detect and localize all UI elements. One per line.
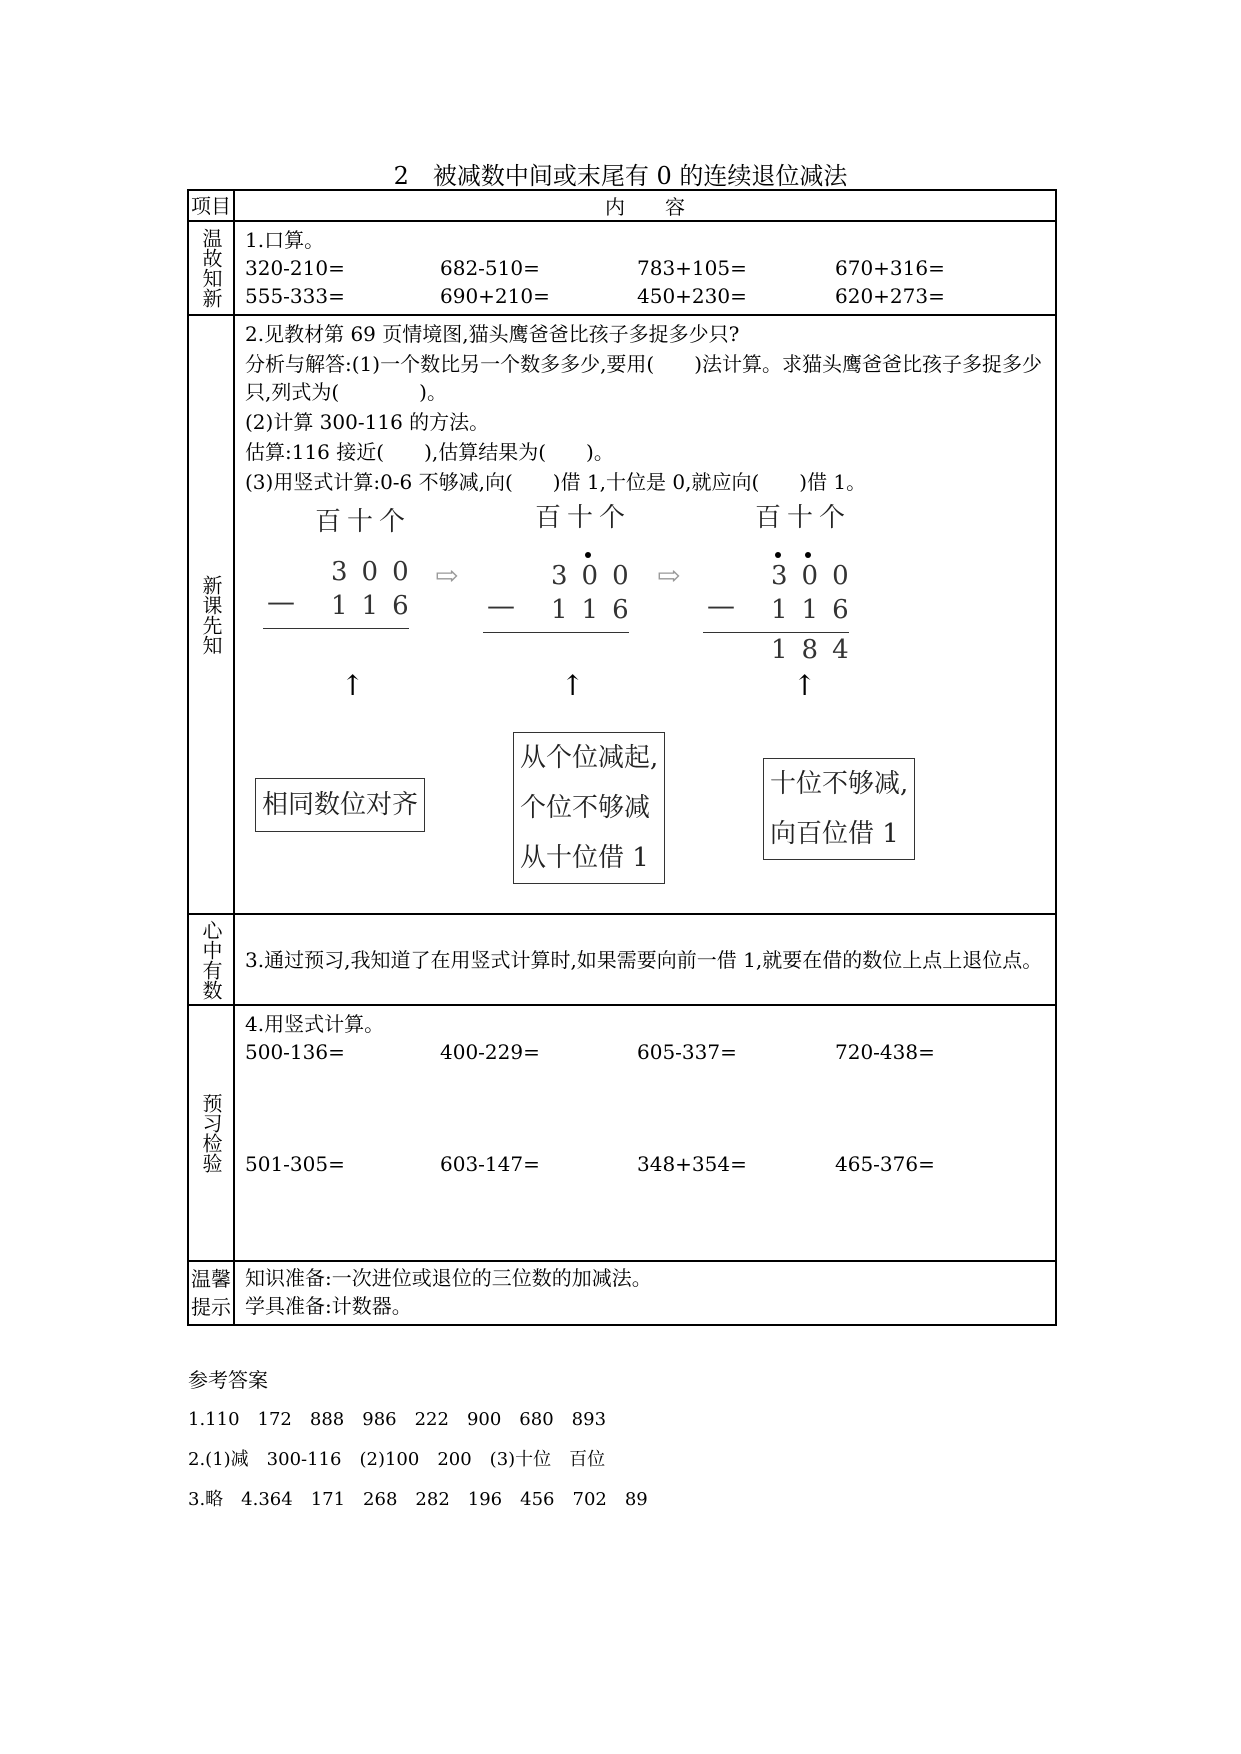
equation: 720-438= [835, 1040, 935, 1064]
check-label: 预习检验 [188, 1005, 234, 1261]
mind-label: 心中有数 [188, 914, 234, 1005]
equation: 682-510= [440, 256, 540, 280]
newlesson-line: 分析与解答:(1)一个数比另一个数多多少,要用( )法计算。求猫头鹰爸爸比孩子多捉多少只,列式为( )。 [245, 352, 1043, 404]
check-row-1 [245, 1038, 1045, 1066]
equation: 690+210= [440, 284, 550, 308]
minuend: 300 [551, 561, 643, 591]
equation: 555-333= [245, 284, 345, 308]
newlesson-line: (2)计算 300-116 的方法。 [245, 410, 490, 434]
minus-sign: — [707, 589, 735, 622]
column-header: 百十个 [755, 503, 852, 533]
right-arrow-icon: ⇨ [657, 559, 681, 592]
minuend: 300 [771, 561, 863, 591]
page-title: 2 被减数中间或末尾有 0 的连续退位减法 [393, 162, 848, 190]
equation: 501-305= [245, 1152, 345, 1176]
equation: 450+230= [637, 284, 747, 308]
tips-line: 学具准备:计数器。 [245, 1294, 412, 1318]
mind-cell [234, 914, 1056, 1005]
note-box: 十位不够减, 向百位借 1 [763, 758, 915, 860]
check-cell [234, 1005, 1056, 1261]
minuend: 300 [331, 557, 423, 587]
equation: 605-337= [637, 1040, 737, 1064]
sum-line [703, 632, 849, 633]
equation: 783+105= [637, 256, 747, 280]
subtrahend: 116 [551, 595, 643, 625]
answer-line: 3.略 4.364 171 268 282 196 456 702 89 [188, 1489, 648, 1510]
borrow-dot [805, 552, 811, 558]
review-cell [234, 221, 1056, 315]
check-row-2 [245, 1150, 1045, 1178]
difference: 184 [771, 635, 863, 665]
borrow-dot [775, 552, 781, 558]
answer-line: 1.110 172 888 986 222 900 680 893 [188, 1409, 607, 1430]
newlesson-line: 2.见教材第 69 页情境图,猫头鹰爸爸比孩子多捉多少只? [245, 322, 740, 346]
worksheet-table [187, 189, 1057, 1326]
tips-cell [234, 1261, 1056, 1325]
newlesson-line: (3)用竖式计算:0-6 不够减,向( )借 1,十位是 0,就应向( )借 1。 [245, 470, 867, 494]
answer-heading: 参考答案 [188, 1368, 268, 1392]
mind-text: 3.通过预习,我知道了在用竖式计算时,如果需要向前一借 1,就要在借的数位上点上退位点。 [245, 947, 1043, 972]
review-row-2 [245, 282, 1045, 310]
up-arrow-icon: ↑ [341, 669, 365, 702]
equation: 465-376= [835, 1152, 935, 1176]
header-content: 内 容 [234, 190, 1056, 221]
review-label: 温故知新 [188, 221, 234, 315]
right-arrow-icon: ⇨ [435, 559, 459, 592]
equation: 620+273= [835, 284, 945, 308]
sum-line [483, 632, 629, 633]
note-box: 相同数位对齐 [255, 778, 425, 832]
review-row-1 [245, 254, 1045, 282]
up-arrow-icon: ↑ [561, 669, 585, 702]
newlesson-label: 新课先知 [188, 315, 234, 914]
subtrahend: 116 [331, 591, 423, 621]
check-heading: 4.用竖式计算。 [245, 1012, 385, 1036]
sum-line [263, 628, 409, 629]
column-header: 百十个 [315, 507, 412, 537]
answer-line: 2.(1)减 300-116 (2)100 200 (3)十位 百位 [188, 1449, 606, 1470]
equation: 348+354= [637, 1152, 747, 1176]
newlesson-line: 估算:116 接近( ),估算结果为( )。 [245, 440, 614, 464]
answer-key [188, 1360, 648, 1520]
newlesson-cell [234, 315, 1056, 914]
minus-sign: — [487, 589, 515, 622]
up-arrow-icon: ↑ [793, 669, 817, 702]
tips-label: 温馨 提示 [188, 1261, 234, 1325]
minus-sign: — [267, 585, 295, 618]
column-header: 百十个 [535, 503, 632, 533]
equation: 400-229= [440, 1040, 540, 1064]
header-item: 项目 [188, 190, 234, 221]
equation: 603-147= [440, 1152, 540, 1176]
equation: 670+316= [835, 256, 945, 280]
equation: 500-136= [245, 1040, 345, 1064]
note-box: 从个位减起, 个位不够减 从十位借 1 [513, 732, 665, 884]
review-heading: 1.口算。 [245, 228, 325, 252]
borrow-dot [585, 552, 591, 558]
tips-line: 知识准备:一次进位或退位的三位数的加减法。 [245, 1266, 652, 1290]
vertical-subtraction-diagram [245, 496, 1045, 891]
subtrahend: 116 [771, 595, 863, 625]
equation: 320-210= [245, 256, 345, 280]
